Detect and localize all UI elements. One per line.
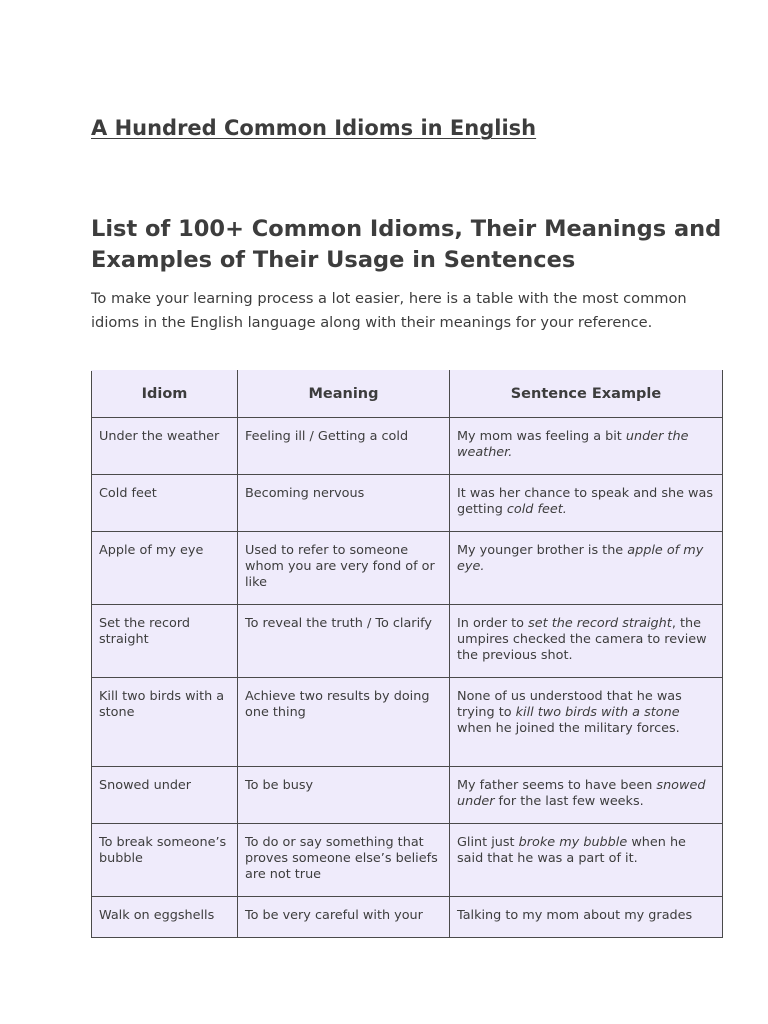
example-text: It was her chance to speak and she was getting	[457, 486, 714, 517]
idiom-cell: Apple of my eye	[92, 532, 238, 605]
example-idiom-italic: apple of my eye.	[457, 543, 704, 574]
column-header-meaning: Meaning	[238, 371, 450, 418]
table-row	[92, 475, 723, 532]
meaning-cell: To do or say something that proves someone else’s beliefs are not true	[238, 824, 450, 897]
example-cell	[450, 475, 723, 532]
example-text: None of us understood that he was trying to	[457, 689, 682, 720]
example-cell	[450, 532, 723, 605]
example-text: My father seems to have been	[457, 778, 657, 793]
table-row	[92, 605, 723, 678]
table-row	[92, 418, 723, 475]
example-text: Glint just	[457, 835, 519, 850]
meaning-cell: To be busy	[238, 767, 450, 824]
table-row	[92, 824, 723, 897]
table-row	[92, 532, 723, 605]
example-idiom-italic: set the record straight	[528, 616, 672, 631]
idiom-cell: Kill two birds with a stone	[92, 678, 238, 767]
idiom-cell: Cold feet	[92, 475, 238, 532]
example-text-after: for the last few weeks.	[494, 794, 644, 809]
example-text: My mom was feeling a bit	[457, 429, 626, 444]
column-header-idiom: Idiom	[92, 371, 238, 418]
table-row	[92, 678, 723, 767]
example-text-after: when he said that he was a part of it.	[457, 835, 686, 866]
intro-paragraph: To make your learning process a lot easier, here is a table with the most common idioms in the English language along with their meanings for your reference.	[91, 290, 687, 331]
example-text-after: , the umpires checked the camera to review the previous shot.	[457, 616, 707, 663]
example-cell	[450, 767, 723, 824]
document-title: A Hundred Common Idioms in English	[91, 116, 537, 140]
idiom-cell: To break someone’s bubble	[92, 824, 238, 897]
idioms-table	[91, 370, 723, 938]
example-cell	[450, 897, 723, 938]
meaning-cell: To reveal the truth / To clarify	[238, 605, 450, 678]
example-idiom-italic: cold feet.	[506, 502, 567, 517]
example-cell	[450, 824, 723, 897]
example-text: In order to	[457, 616, 529, 631]
example-text: Talking to my mom about my grades	[457, 908, 693, 923]
example-idiom-italic: broke my bubble	[518, 835, 628, 850]
meaning-cell: Becoming nervous	[238, 475, 450, 532]
table-row	[92, 767, 723, 824]
column-header-sentence-example: Sentence Example	[450, 371, 723, 418]
example-cell	[450, 605, 723, 678]
table-row	[92, 897, 723, 938]
meaning-cell: Achieve two results by doing one thing	[238, 678, 450, 767]
example-cell	[450, 678, 723, 767]
idiom-cell: Under the weather	[92, 418, 238, 475]
table-header-row	[92, 371, 723, 418]
meaning-cell: Feeling ill / Getting a cold	[238, 418, 450, 475]
meaning-cell: Used to refer to someone whom you are very fond of or like	[238, 532, 450, 605]
example-text-after: when he joined the military forces.	[457, 721, 680, 736]
idiom-cell: Snowed under	[92, 767, 238, 824]
example-idiom-italic: under the weather.	[457, 429, 689, 460]
example-text: My younger brother is the	[457, 543, 628, 558]
example-idiom-italic: kill two birds with a stone	[515, 705, 680, 720]
idiom-cell: Walk on eggshells	[92, 897, 238, 938]
example-idiom-italic: snowed under	[457, 778, 706, 809]
idiom-cell: Set the record straight	[92, 605, 238, 678]
section-heading: List of 100+ Common Idioms, Their Meanings and Examples of Their Usage in Sentences	[91, 216, 722, 273]
example-cell	[450, 418, 723, 475]
meaning-cell: To be very careful with your	[238, 897, 450, 938]
